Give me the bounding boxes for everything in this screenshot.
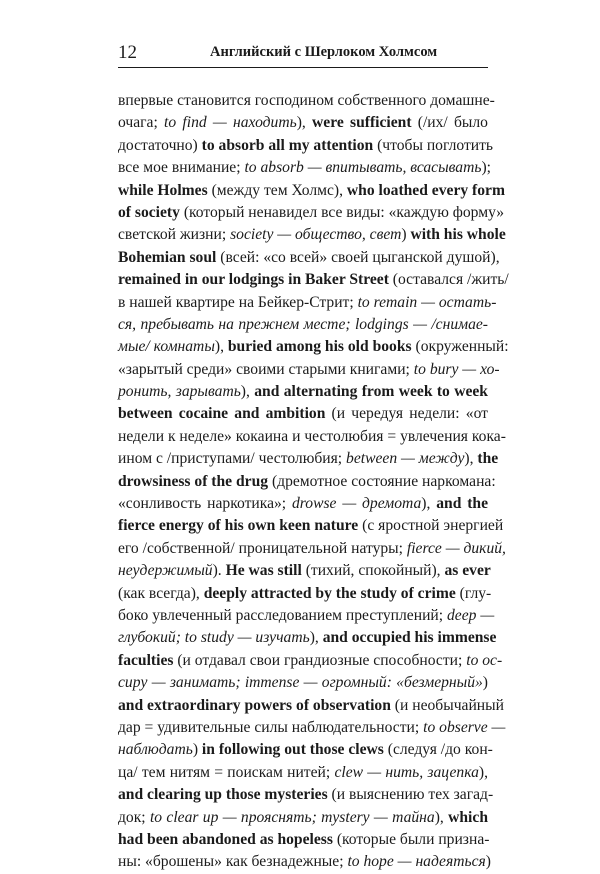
- text-line: [118, 403, 488, 425]
- translation-text: «зарытый среди» своими старыми книгами;: [118, 360, 414, 378]
- gloss-italic: to oc-: [466, 651, 503, 669]
- english-phrase: deeply attracted by the study of crime: [203, 584, 456, 602]
- text-line: [118, 762, 488, 784]
- text-line: [118, 202, 505, 224]
- translation-text: ином с /приступами/ честолюбия;: [118, 450, 347, 468]
- english-phrase: as ever: [444, 562, 491, 580]
- translation-text: ца/ тем нитям = поискам нитей;: [118, 763, 335, 781]
- english-phrase: and clearing up those mysteries: [118, 786, 328, 804]
- gloss-italic: fierce — дикий,: [406, 539, 506, 557]
- translation-text: его /собственной/ проницательной натуры;: [118, 539, 407, 557]
- translation-text: (и чередуя недели: «от: [325, 405, 488, 423]
- translation-text: недели к неделе» кокаина и честолюбия = увлечения кока-: [118, 427, 506, 445]
- translation-text: ): [401, 226, 411, 244]
- english-phrase: were sufficient: [312, 114, 412, 132]
- text-line: [118, 851, 491, 873]
- translation-text: док;: [118, 808, 150, 826]
- english-phrase: fierce energy of his own keen nature: [118, 517, 359, 535]
- translation-text: (всей: «со всей» своей цыганской душой),: [216, 248, 500, 266]
- translation-text: «сонливость наркотика»;: [118, 495, 292, 513]
- translation-text: ны: «брошены» как безнадежные;: [118, 853, 348, 871]
- text-line: [118, 538, 506, 560]
- translation-text: впервые становится господином собственного домашне-: [118, 92, 495, 109]
- text-line: [118, 605, 495, 627]
- gloss-italic: society — общество, свет: [230, 226, 402, 244]
- translation-text: ),: [478, 763, 488, 781]
- english-phrase: and the: [436, 495, 489, 513]
- text-line: [118, 247, 500, 269]
- page-header: [118, 38, 488, 66]
- text-line: [118, 650, 503, 672]
- page-number: 12: [118, 42, 137, 63]
- text-line: [118, 807, 488, 829]
- text-line: [118, 784, 494, 806]
- translation-text: (с яростной энергией: [358, 517, 504, 535]
- text-line: [118, 180, 505, 202]
- text-line: [118, 829, 488, 851]
- gloss-italic: to hope — надеяться: [347, 853, 486, 871]
- english-phrase: between cocaine and ambition: [118, 405, 326, 423]
- translation-text: (оставался /жить/: [388, 271, 509, 289]
- english-phrase: the: [477, 450, 499, 468]
- translation-text: (и необычайный: [390, 696, 504, 714]
- text-line: [118, 112, 488, 134]
- text-line: [118, 359, 500, 381]
- english-phrase: and extraordinary powers of observation: [118, 696, 391, 714]
- text-line: [118, 493, 488, 515]
- text-line: [118, 426, 506, 448]
- gloss-italic: наблюдать: [118, 741, 193, 759]
- translation-text: (дремотное состояние наркомана:: [268, 472, 496, 490]
- text-line: [118, 739, 493, 761]
- gloss-italic: неудержимый: [118, 562, 213, 580]
- translation-text: ): [485, 853, 491, 871]
- gloss-italic: clew — нить, зацепка: [334, 763, 479, 781]
- english-phrase: to absorb all my attention: [201, 136, 374, 154]
- translation-text: ).: [212, 562, 226, 580]
- text-line: [118, 560, 491, 582]
- english-phrase: with his whole: [410, 226, 506, 244]
- translation-text: (тихий, спокойный),: [301, 562, 445, 580]
- english-phrase: faculties: [118, 651, 174, 669]
- english-phrase: drowsiness of the drug: [118, 472, 269, 490]
- gloss-italic: to find — находить: [164, 114, 297, 132]
- translation-text: ): [482, 674, 488, 692]
- translation-text: ),: [214, 338, 228, 356]
- translation-text: ),: [464, 450, 478, 468]
- translation-text: ),: [421, 495, 437, 513]
- english-phrase: while Holmes: [118, 181, 208, 199]
- gloss-italic: мые/ комнаты: [118, 338, 215, 356]
- translation-text: в нашей квартире на Бейкер-Стрит;: [118, 293, 358, 311]
- running-title: Английский с Шерлоком Холмсом: [210, 44, 438, 60]
- translation-text: достаточно): [118, 136, 202, 154]
- text-line: [118, 515, 504, 537]
- gloss-italic: to clear up — прояснять; mystery — тайна: [149, 808, 435, 826]
- english-phrase: had been abandoned as hopeless: [118, 830, 333, 848]
- translation-text: (как всегда),: [118, 584, 204, 602]
- text-line: [118, 381, 488, 403]
- text-line: [118, 672, 488, 694]
- text-line: [118, 135, 494, 157]
- translation-text: (и отдавал свои грандиозные способности;: [173, 651, 467, 669]
- english-phrase: and occupied his immense: [322, 629, 497, 647]
- translation-text: очага;: [118, 114, 165, 132]
- text-line: [118, 471, 496, 493]
- translation-text: (которые были призна-: [332, 830, 490, 848]
- english-phrase: who loathed every form: [346, 181, 505, 199]
- gloss-italic: to observe —: [423, 718, 506, 736]
- text-line: [118, 292, 497, 314]
- text-line: [118, 448, 499, 470]
- gloss-italic: to remain — остать-: [357, 293, 497, 311]
- text-line: [118, 314, 488, 336]
- translation-text: боко увлеченный расследованием преступлений;: [118, 606, 447, 624]
- translation-text: );: [481, 159, 491, 177]
- header-rule: [118, 67, 488, 68]
- text-line: [118, 269, 509, 291]
- text-line: [118, 157, 491, 179]
- text-line: [118, 583, 492, 605]
- translation-text: (и выяснению тех загад-: [327, 786, 494, 804]
- text-line: [118, 695, 504, 717]
- english-phrase: and alternating from week to week: [254, 383, 488, 401]
- translation-text: (следуя /до кон-: [383, 741, 493, 759]
- gloss-italic: ся, пребывать на прежнем месте; lodgings — /снимае-: [118, 315, 488, 333]
- english-phrase: in following out those clews: [201, 741, 384, 759]
- text-line: [118, 90, 495, 112]
- translation-text: ): [192, 741, 202, 759]
- english-phrase: buried among his old books: [227, 338, 412, 356]
- body-text: [118, 90, 509, 874]
- translation-text: светской жизни;: [118, 226, 231, 244]
- translation-text: все мое внимание;: [118, 159, 245, 177]
- english-phrase: which: [448, 808, 488, 826]
- translation-text: ),: [240, 383, 255, 401]
- translation-text: (который ненавидел все виды: «каждую форму»: [179, 203, 505, 221]
- gloss-italic: глубокий; to study — изучать: [118, 629, 310, 647]
- text-line: [118, 336, 509, 358]
- translation-text: ),: [434, 808, 449, 826]
- gloss-italic: cupy — занимать; immense — огромный: «безмерный»: [118, 674, 483, 692]
- translation-text: ),: [296, 114, 313, 132]
- translation-text: (/их/ было: [411, 114, 488, 132]
- translation-text: дар = удивительные силы наблюдательности;: [118, 718, 424, 736]
- gloss-italic: deep —: [447, 606, 495, 624]
- translation-text: (между тем Холмс),: [207, 181, 347, 199]
- translation-text: (чтобы поглотить: [373, 136, 494, 154]
- english-phrase: Bohemian soul: [118, 248, 217, 266]
- gloss-italic: ронить, зарывать: [118, 383, 241, 401]
- english-phrase: remained in our lodgings in Baker Street: [118, 271, 389, 289]
- text-line: [118, 224, 506, 246]
- gloss-italic: between — между: [346, 450, 465, 468]
- gloss-italic: to absorb — впитывать, всасывать: [244, 159, 482, 177]
- text-line: [118, 717, 506, 739]
- translation-text: (глу-: [455, 584, 492, 602]
- gloss-italic: drowse — дремота: [291, 495, 422, 513]
- translation-text: ),: [309, 629, 323, 647]
- translation-text: (окруженный:: [411, 338, 509, 356]
- text-line: [118, 627, 497, 649]
- gloss-italic: to bury — хо-: [413, 360, 500, 378]
- english-phrase: of society: [118, 203, 180, 221]
- english-phrase: He was still: [225, 562, 302, 580]
